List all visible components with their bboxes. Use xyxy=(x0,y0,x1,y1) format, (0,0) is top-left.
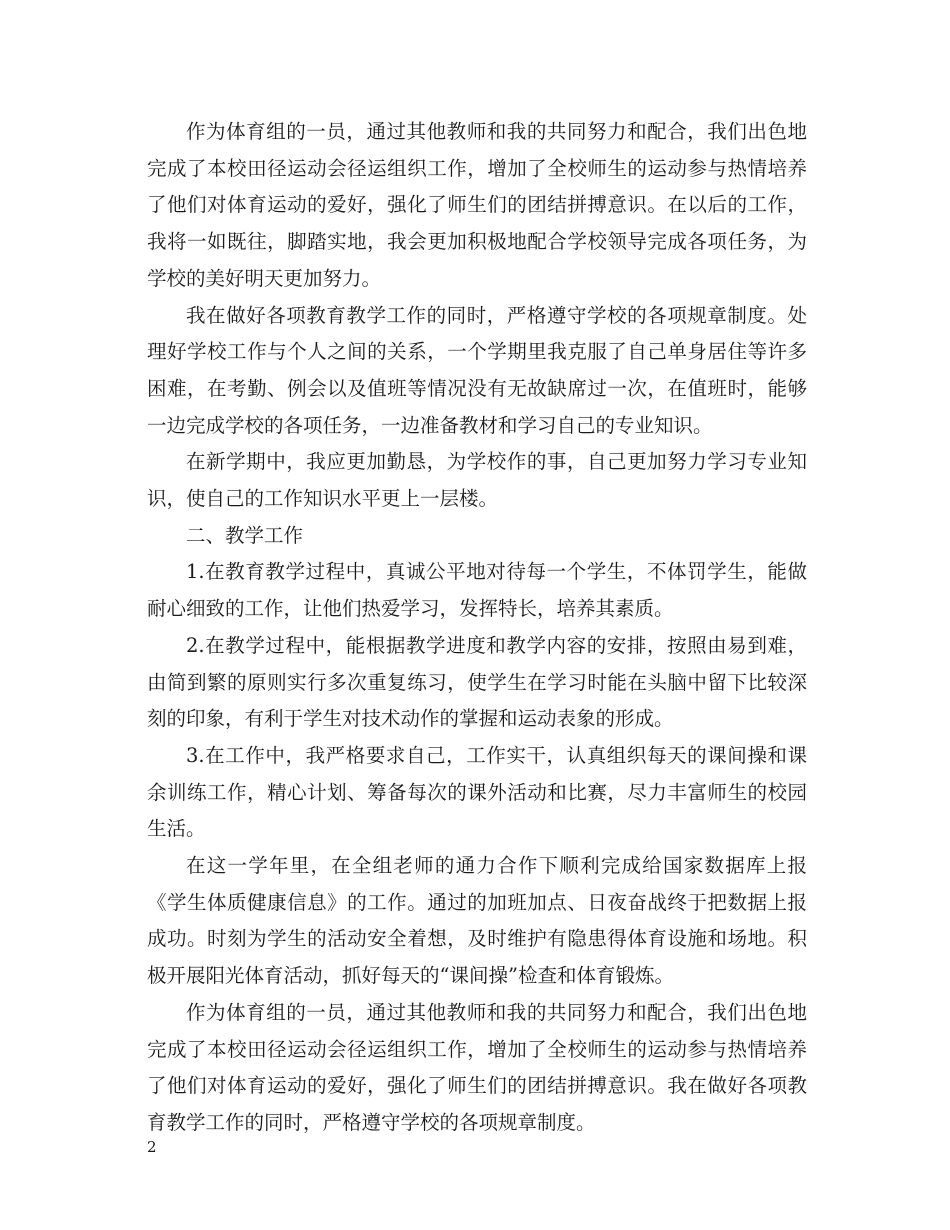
paragraph-school-year: 在这一学年里，在全组老师的通力合作下顺利完成给国家数据库上报《学生体质健康信息》的工作。通过的加班加点、日夜奋战终于把数据上报成功。时刻为学生的活动安全着想，及时维护有隐患得体育设施和场地。积极开展阳光体育活动，抓好每天的“课间操”检查和体育锻炼。 xyxy=(147,854,807,988)
document-body xyxy=(147,114,807,1142)
paragraph-rules: 我在做好各项教育教学工作的同时，严格遵守学校的各项规章制度。处理好学校工作与个人之间的关系，一个学期里我克服了自己单身居住等许多困难，在考勤、例会以及值班等情况没有无故缺席过一次，在值班时，能够一边完成学校的各项任务，一边准备教材和学习自己的专业知识。 xyxy=(147,303,807,437)
paragraph-item-2: 2.在教学过程中，能根据教学进度和教学内容的安排，按照由易到难，由简到繁的原则实行多次重复练习，使学生在学习时能在头脑中留下比较深刻的印象，有利于学生对技术动作的掌握和运动表象的形成。 xyxy=(147,633,807,731)
paragraph-new-semester: 在新学期中，我应更加勤恳，为学校作的事，自己更加努力学习专业知识，使自己的工作知识水平更上一层楼。 xyxy=(147,450,807,511)
paragraph-teamwork-repeat: 作为体育组的一员，通过其他教师和我的共同努力和配合，我们出色地完成了本校田径运动会径运组织工作，增加了全校师生的运动参与热情培养了他们对体育运动的爱好，强化了师生们的团结拼搏意识。我在做好各项教育教学工作的同时，严格遵守学校的各项规章制度。 xyxy=(147,1000,807,1134)
page-number: 2 xyxy=(147,1138,157,1156)
paragraph-teamwork: 作为体育组的一员，通过其他教师和我的共同努力和配合，我们出色地完成了本校田径运动会径运组织工作，增加了全校师生的运动参与热情培养了他们对体育运动的爱好，强化了师生们的团结拼搏意识。在以后的工作，我将一如既往，脚踏实地，我会更加积极地配合学校领导完成各项任务，为学校的美好明天更加努力。 xyxy=(147,120,807,290)
section-heading-teaching: 二、教学工作 xyxy=(186,523,304,547)
paragraph-item-3: 3.在工作中，我严格要求自己，工作实干，认真组织每天的课间操和课余训练工作，精心计划、筹备每次的课外活动和比赛，尽力丰富师生的校园生活。 xyxy=(147,743,807,841)
paragraph-item-1: 1.在教育教学过程中，真诚公平地对待每一个学生，不体罚学生，能做耐心细致的工作，让他们热爱学习，发挥特长，培养其素质。 xyxy=(147,560,807,621)
